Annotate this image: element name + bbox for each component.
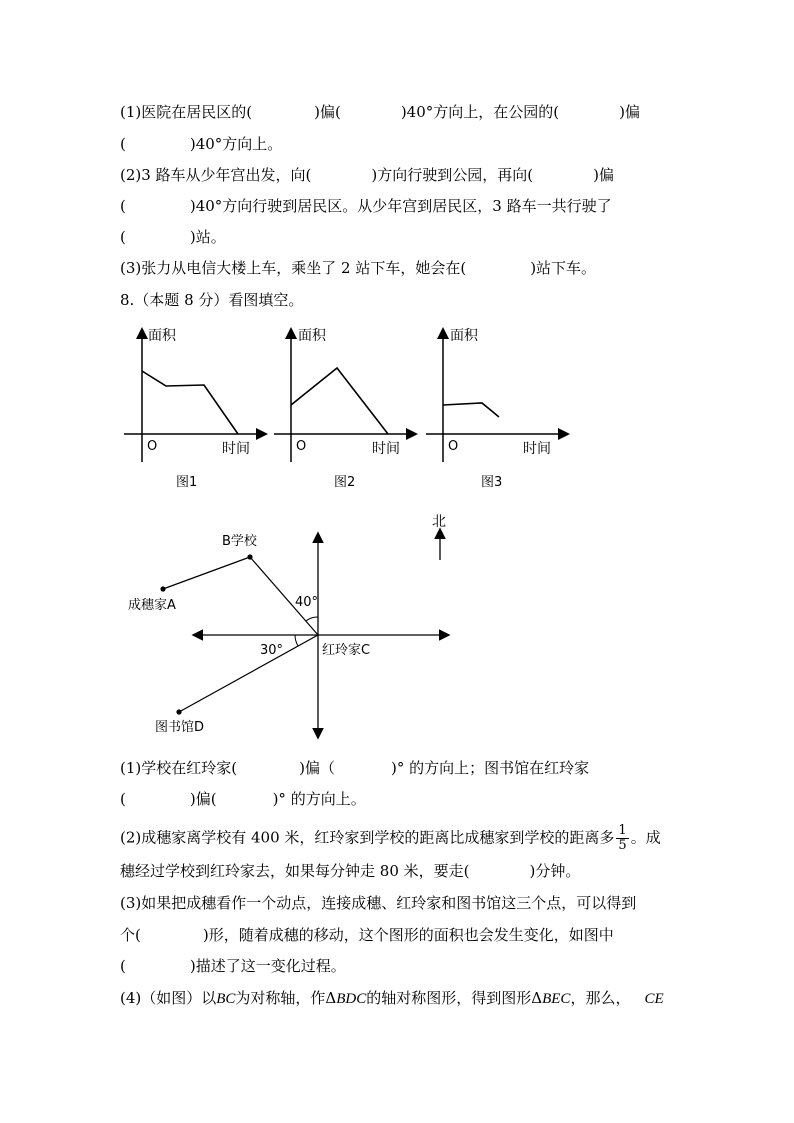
route-c-to-d [179,635,318,712]
x-axis-label: 时间 [222,441,250,457]
school-label: B学校 [222,534,257,549]
angle-arc-30 [295,635,298,646]
angle-30-label: 30° [260,643,284,658]
angle-arc-40 [306,617,318,621]
graph-caption: 图1 [176,475,198,490]
graph-2 [274,328,415,490]
home-a-label: 成穗家A [128,598,176,613]
q7-line-1: (1)医院在居民区的( )偏( )40°方向上，在公园的( )偏 [120,103,640,121]
q7-line-5: ( )站。 [120,228,226,246]
q7-line-4: ( )40°方向行驶到居民区。从少年宫到居民区，3 路车一共行驶了 [120,197,612,215]
q8-p3: (2)成穗家离学校有 400 米，红玲家到学校的距离比成穗家到学校的距离多 $\frac{1}{5}$ 。成 [120,823,661,853]
area-curve [443,403,499,417]
area-curve [291,368,388,434]
q8-p8: (4)（如图）以BC为对称轴，作ΔBDC的轴对称图形，得到图形ΔBEC，那么， CE [120,989,664,1007]
q8-p7: ( )描述了这一变化过程。 [120,957,346,975]
angle-40-label: 40° [295,595,319,610]
q7-line-2: ( )40°方向上。 [120,135,283,153]
q8-p5: (3)如果把成穗看作一个动点，连接成穗、红玲家和图书馆这三个点，可以得到 [120,894,637,912]
y-axis-label: 面积 [298,328,326,344]
graph-3 [426,328,567,490]
graph-caption: 图3 [481,475,503,490]
origin-label: O [147,439,158,454]
direction-map [0,510,794,745]
area-curve [142,371,238,434]
origin-label: O [296,439,307,454]
x-axis-label: 时间 [372,441,400,457]
origin-label: O [448,439,459,454]
y-axis-label: 面积 [450,328,478,344]
q7-line-3: (2)3 路车从少年宫出发，向( )方向行驶到公园，再向( )偏 [120,166,614,184]
fraction-one-fifth: $\frac{1}{5}$ [618,823,627,853]
x-axis-label: 时间 [523,441,551,457]
graph-1 [124,328,265,490]
point-d [176,709,181,714]
home-c-label: 红玲家C [322,643,371,658]
north-label: 北 [432,514,446,530]
library-label: 图书馆D [155,720,205,735]
area-time-graphs [0,315,794,495]
q7-line-6: (3)张力从电信大楼上车，乘坐了 2 站下车，她会在( )站下车。 [120,259,597,277]
route-a-to-b [163,557,250,589]
q8-p4: 穗经过学校到红玲家去，如果每分钟走 80 米，要走( )分钟。 [120,862,581,880]
y-axis-label: 面积 [148,328,176,344]
graph-caption: 图2 [334,475,356,490]
q8-p2: ( )偏( )° 的方向上。 [120,790,366,808]
point-b [247,554,252,559]
q8-header: 8.（本题 8 分）看图填空。 [120,291,304,309]
q8-p6: 个( )形，随着成穗的移动，这个图形的面积也会发生变化，如图中 [120,926,614,944]
point-a [160,586,165,591]
q8-p1: (1)学校在红玲家( )偏（ )° 的方向上；图书馆在红玲家 [120,759,590,777]
